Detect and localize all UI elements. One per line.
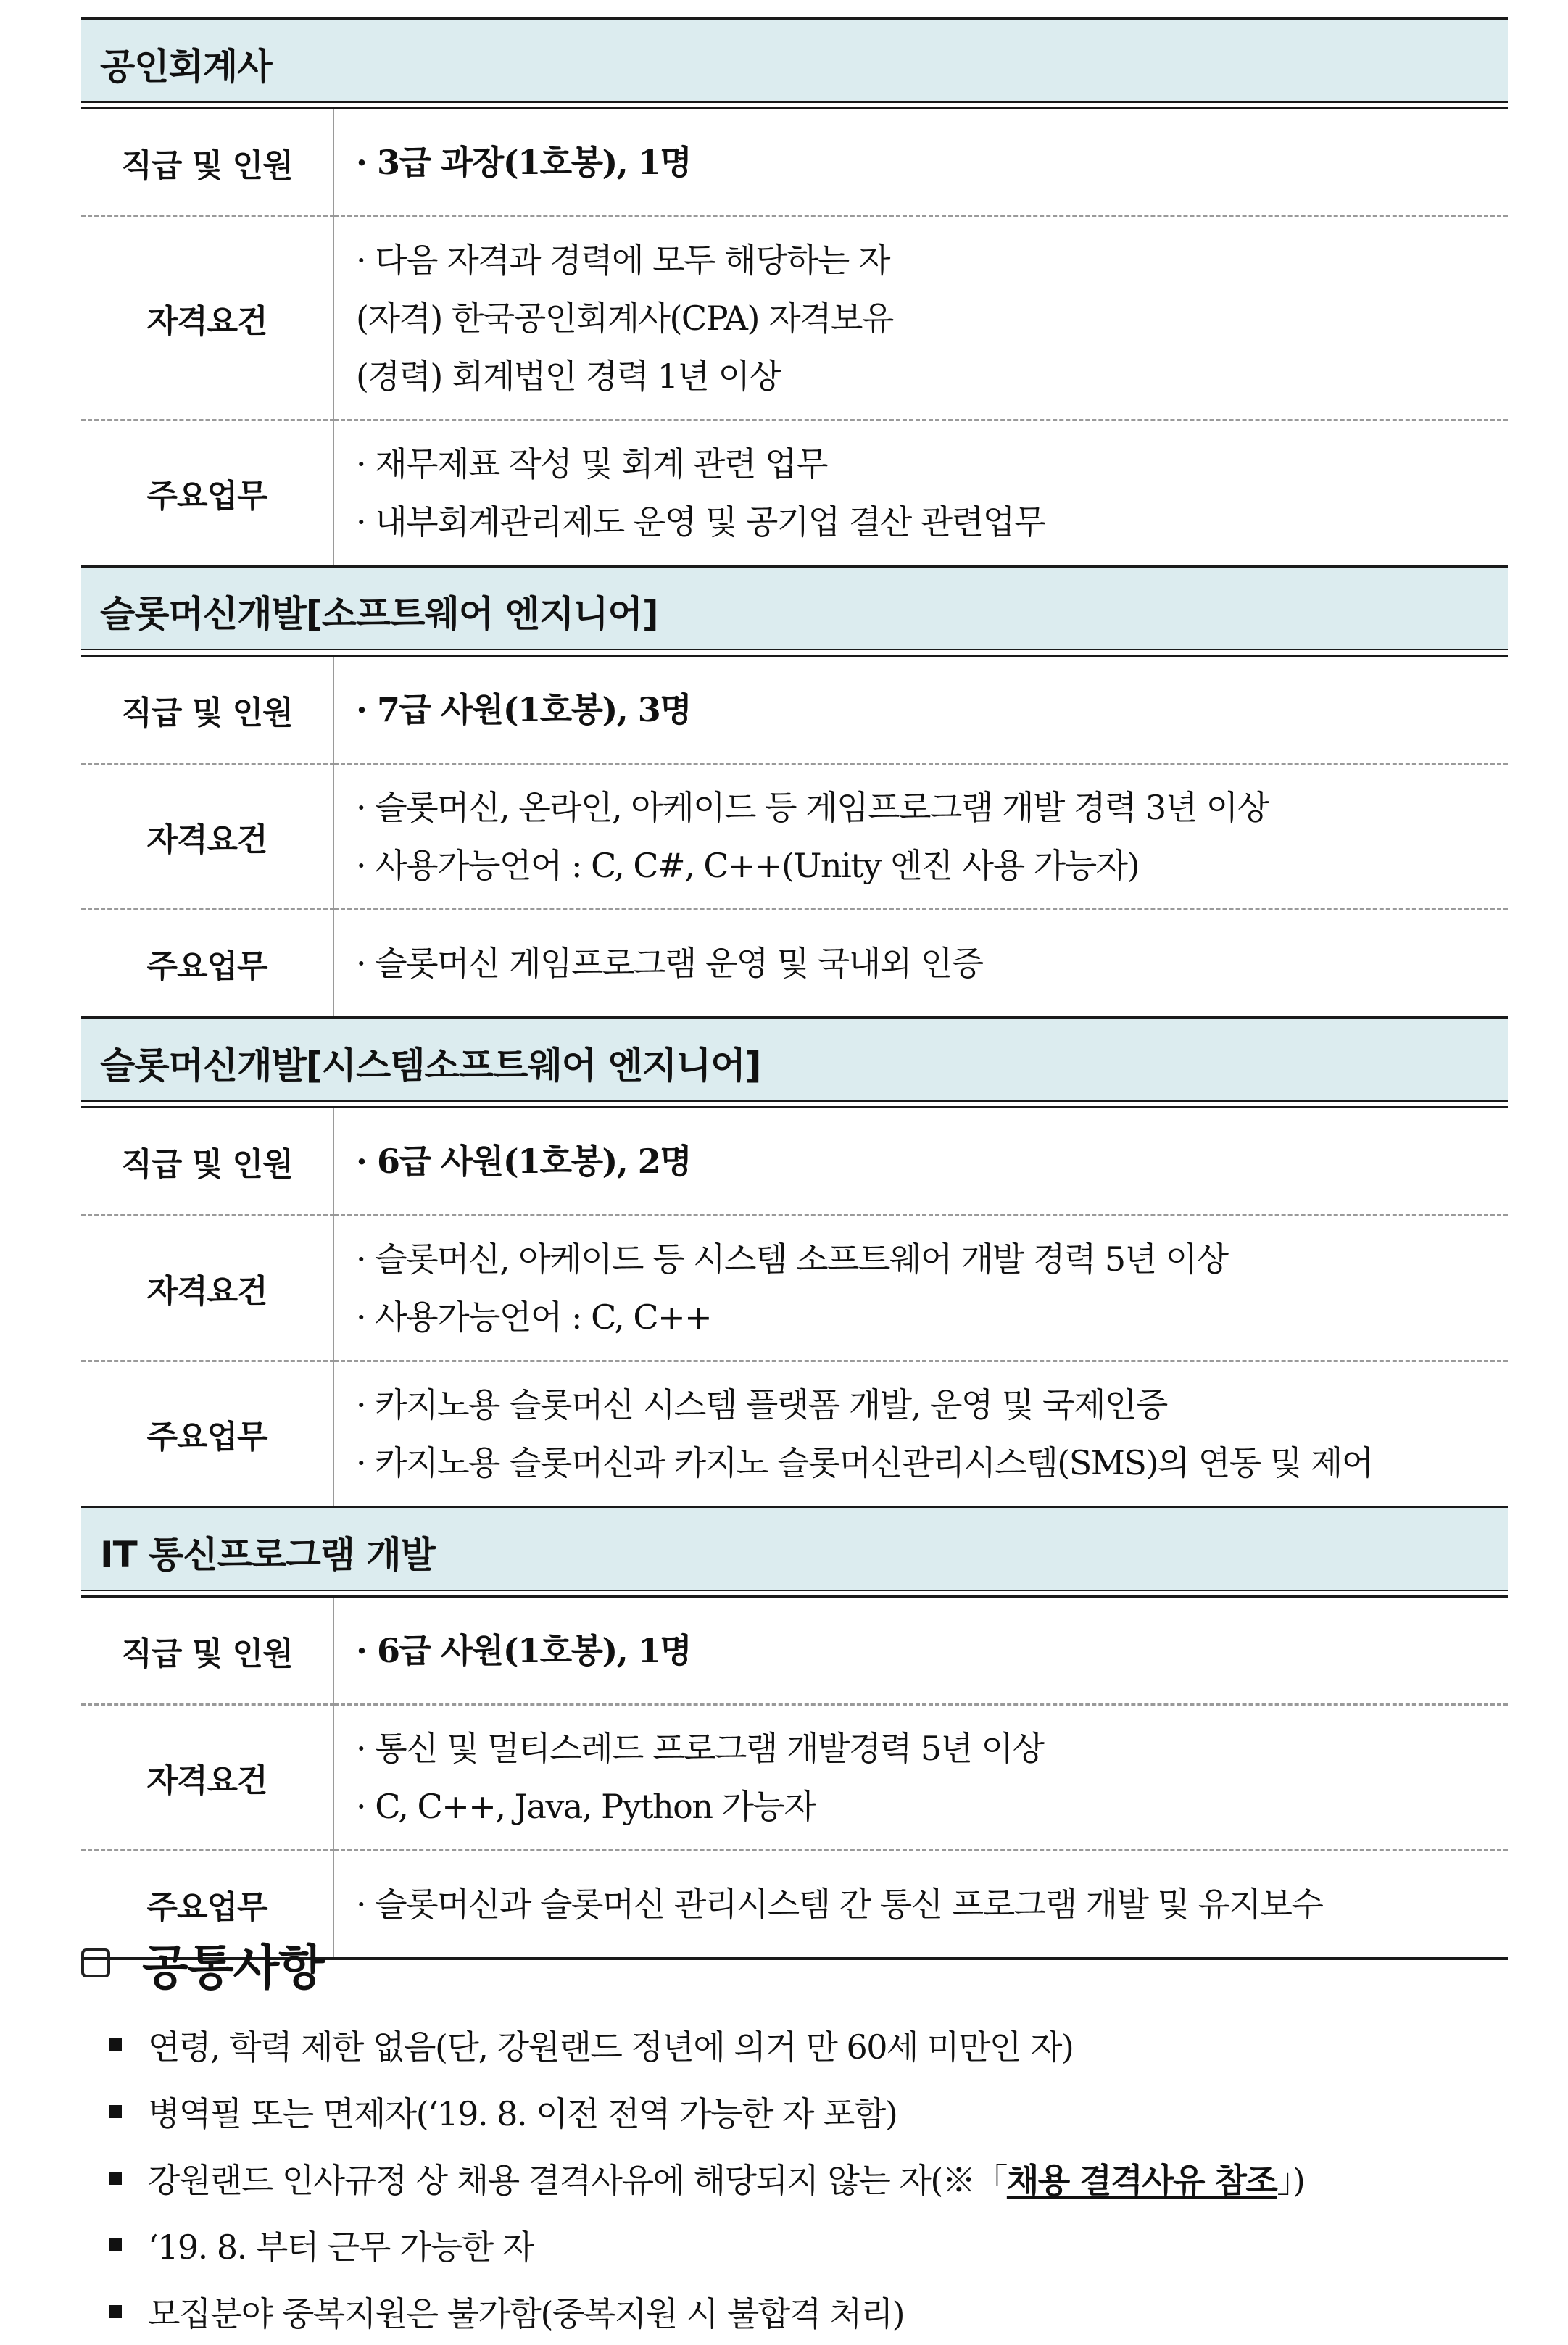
- row-label: 주요업무: [81, 420, 333, 567]
- list-item: [109, 2145, 1304, 2212]
- square-bullet-icon: [109, 2038, 122, 2051]
- square-bullet-icon: [109, 2305, 122, 2318]
- square-bullet-icon: [109, 2105, 122, 2118]
- value-line: (경력) 회계법인 경력 1년 이상: [356, 357, 781, 396]
- value-line: · 사용가능언어 : C, C#, C++(Unity 엔진 사용 가능자): [356, 846, 1140, 885]
- table-row: [81, 109, 1508, 217]
- row-label: 자격요건: [81, 1705, 333, 1851]
- section-title: 슬롯머신개발[시스템소프트웨어 엔지니어]: [81, 1018, 1508, 1108]
- row-label: 직급 및 인원: [81, 1597, 333, 1705]
- common-section-title: [81, 1934, 325, 1996]
- value-line: · C, C++, Java, Python 가능자: [356, 1787, 816, 1826]
- list-item: [109, 2212, 1304, 2278]
- value-line: · 통신 및 멀티스레드 프로그램 개발경력 5년 이상: [356, 1729, 1044, 1768]
- section-header: [81, 19, 1508, 109]
- value-line: · 슬롯머신 게임프로그램 운영 및 국내외 인증: [356, 944, 983, 983]
- row-label: 직급 및 인원: [81, 656, 333, 764]
- value-line: · 슬롯머신, 아케이드 등 시스템 소프트웨어 개발 경력 5년 이상: [356, 1240, 1228, 1279]
- section-title: 슬롯머신개발[소프트웨어 엔지니어]: [81, 566, 1508, 656]
- square-outline-icon: [81, 1948, 110, 1977]
- section-title: 공인회계사: [81, 19, 1508, 109]
- value-line: · 슬롯머신과 슬롯머신 관리시스템 간 통신 프로그램 개발 및 유지보수: [356, 1885, 1323, 1924]
- list-item: [109, 2278, 1304, 2345]
- value-line: · 카지노용 슬롯머신과 카지노 슬롯머신관리시스템(SMS)의 연동 및 제어: [356, 1443, 1373, 1482]
- item-text: 모집분야 중복지원은 불가함(중복지원 시 불합격 처리): [148, 2294, 905, 2333]
- row-label: 직급 및 인원: [81, 1108, 333, 1216]
- value-line: · 사용가능언어 : C, C++: [356, 1298, 712, 1337]
- row-label: 자격요건: [81, 217, 333, 420]
- table-row: [81, 1108, 1508, 1216]
- common-items-list: [109, 2012, 1304, 2345]
- list-item: [109, 2078, 1304, 2145]
- disqualification-reference: 채용 결격사유 참조: [1006, 2161, 1277, 2200]
- row-label: 주요업무: [81, 910, 333, 1018]
- value-line: · 내부회계관리제도 운영 및 공기업 결산 관련업무: [356, 502, 1045, 541]
- row-value: [333, 1597, 1508, 1705]
- value-line: · 6급 사원(1호봉), 2명: [356, 1142, 692, 1181]
- value-line: · 카지노용 슬롯머신 시스템 플랫폼 개발, 운영 및 국제인증: [356, 1385, 1167, 1424]
- item-text-suffix: 」): [1277, 2161, 1305, 2200]
- value-line: · 재무제표 작성 및 회계 관련 업무: [356, 444, 828, 483]
- row-value: [333, 656, 1508, 764]
- value-line: · 다음 자격과 경력에 모두 해당하는 자: [356, 241, 889, 280]
- row-value: [333, 910, 1508, 1018]
- common-title-text: 공통사항: [142, 1939, 325, 1996]
- section-header: [81, 1018, 1508, 1108]
- row-value: [333, 420, 1508, 567]
- table-row: [81, 1597, 1508, 1705]
- row-value: [333, 764, 1508, 910]
- table-row: [81, 1361, 1508, 1508]
- section-header: [81, 566, 1508, 656]
- table-row: [81, 420, 1508, 567]
- item-text: 연령, 학력 제한 없음(단, 강원랜드 정년에 의거 만 60세 미만인 자): [148, 2028, 1074, 2067]
- row-value: [333, 1216, 1508, 1361]
- table-row: [81, 217, 1508, 420]
- job-table: [81, 17, 1508, 1960]
- value-line: (자격) 한국공인회계사(CPA) 자격보유: [356, 299, 893, 338]
- value-line: · 3급 과장(1호봉), 1명: [356, 143, 692, 182]
- row-value: [333, 1108, 1508, 1216]
- square-bullet-icon: [109, 2238, 122, 2251]
- table-row: [81, 1216, 1508, 1361]
- item-text: 강원랜드 인사규정 상 채용 결격사유에 해당되지 않는 자(※「: [148, 2161, 1007, 2200]
- row-label: 자격요건: [81, 764, 333, 910]
- value-line: · 6급 사원(1호봉), 1명: [356, 1631, 692, 1670]
- section-header: [81, 1507, 1508, 1597]
- table-row: [81, 764, 1508, 910]
- row-value: [333, 1851, 1508, 1959]
- row-value: [333, 1705, 1508, 1851]
- value-line: · 7급 사원(1호봉), 3명: [356, 690, 692, 729]
- row-label: 자격요건: [81, 1216, 333, 1361]
- row-label: 직급 및 인원: [81, 109, 333, 217]
- table-row: [81, 910, 1508, 1018]
- table-row: [81, 656, 1508, 764]
- row-value: [333, 1361, 1508, 1508]
- row-label: 주요업무: [81, 1361, 333, 1508]
- section-title: IT 통신프로그램 개발: [81, 1507, 1508, 1597]
- square-bullet-icon: [109, 2172, 122, 2185]
- list-item: [109, 2012, 1304, 2078]
- item-text: 병역필 또는 면제자(‘19. 8. 이전 전역 가능한 자 포함): [148, 2094, 897, 2133]
- row-value: [333, 109, 1508, 217]
- row-value: [333, 217, 1508, 420]
- table-row: [81, 1705, 1508, 1851]
- value-line: · 슬롯머신, 온라인, 아케이드 등 게임프로그램 개발 경력 3년 이상: [356, 788, 1269, 827]
- item-text: ‘19. 8. 부터 근무 가능한 자: [148, 2228, 534, 2267]
- row-label: 주요업무: [81, 1851, 333, 1959]
